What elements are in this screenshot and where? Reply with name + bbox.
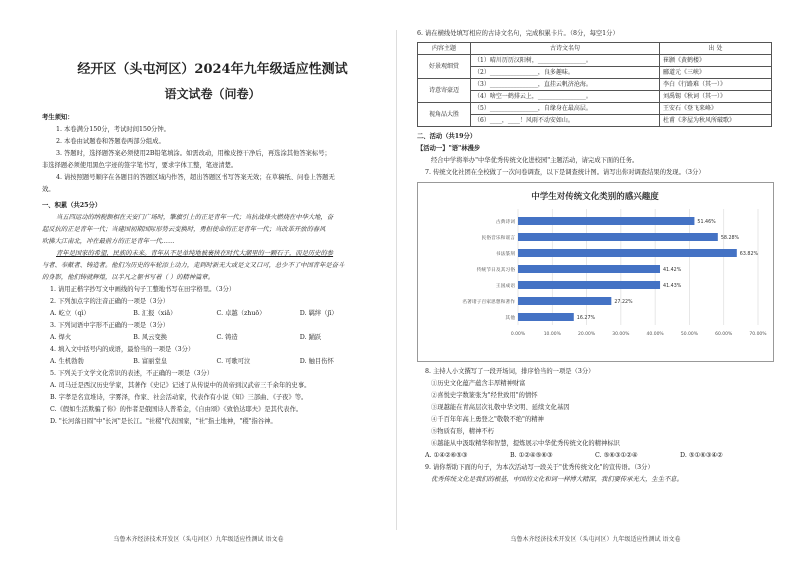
bar	[518, 217, 694, 225]
question-4: 4. 填入文中括号内的成语，最恰当的一项是（3分）	[50, 346, 195, 353]
passage-line-6: 的身影，他们铸就辉煌，以半凡之躯书写着（ ）的精神篇章。	[42, 274, 215, 281]
x-tick-label: 20.00%	[577, 332, 596, 337]
x-tick-label: 0.00%	[510, 332, 526, 337]
theme-cell: 诗意寄豪迈	[418, 79, 471, 103]
poem-table	[417, 42, 772, 127]
line-cell[interactable]: （3）________________，直挂云帆济沧海。	[471, 79, 660, 91]
question-8: 8. 主持人小文撰写了一段开场词，排序恰当的一项是（3分）	[425, 368, 595, 375]
survey-chart	[417, 182, 774, 362]
option-b[interactable]: B. 汇报（xiǎ）	[133, 310, 177, 317]
line-cell[interactable]: （1）晴川历历汉阳树，________________。	[471, 55, 660, 67]
data-label: 27.22%	[614, 300, 633, 305]
category-label: 王国成语	[495, 284, 515, 289]
theme-cell: 好景观细赏	[418, 55, 471, 79]
notice-3: 3. 答题时，选择题答案必须使用2B铅笔填涂。如需改动，用橡皮擦干净后，再选涂其他答案标号；	[56, 150, 331, 157]
right-footer: 乌鲁木齐经济技术开发区（头屯河区）九年级适应性测试 语文卷	[510, 536, 681, 543]
q8-item-3: ③现越能在青高层次礼敬中华文明、延续文化基因	[431, 404, 570, 411]
question-6: 6. 请在横线处填写相应的古诗文名句，完成积累卡片。（8分，每空1分）	[417, 30, 619, 37]
question-4-options	[42, 356, 383, 368]
bar	[518, 281, 660, 289]
option-c[interactable]: C. 铸造	[216, 334, 238, 341]
table-row	[418, 115, 772, 127]
bar-chart-svg	[418, 183, 773, 361]
question-3-options	[42, 332, 383, 344]
line-cell[interactable]: （6）____，____！风雨不动安如山。	[471, 115, 660, 127]
category-label: 古典诗词	[495, 220, 515, 225]
notice-2: 2. 本卷由试题卷和答题卷两部分组成。	[56, 138, 165, 145]
source-cell: 郦道元《三峡》	[660, 67, 772, 79]
table-row	[418, 103, 772, 115]
passage-line-5: 与者、奉献者、铸造者。他们为历史的车轮添上动力，走到时新无大或是文又口可，总少不了中国青年是奋斗	[42, 262, 345, 269]
category-label: 名著诸子百家思想和著作	[462, 300, 515, 305]
option-b[interactable]: B. ①②④⑤⑥③	[510, 452, 553, 459]
option-c[interactable]: C. 卓越（zhuō）	[216, 310, 266, 317]
notice-4b: 效。	[42, 186, 55, 193]
option-b[interactable]: B. 富丽堂皇	[133, 358, 168, 365]
question-5: 5. 下列关于文学文化常识的表述，不正确的一项是（3分）	[50, 370, 214, 377]
table-header: 古诗文名句	[471, 43, 660, 55]
data-label: 58.28%	[720, 236, 740, 241]
underlined-sentence: 青年是国家的希望，民族的未来。青年从不是单纯地被裹挟在时代大潮里的一颗石子，而是历史的参	[56, 250, 334, 257]
category-label: 其他	[505, 316, 515, 321]
section-1-heading: 一、积累（共25分）	[42, 202, 102, 209]
source-cell: 杜甫《茅屋为秋风所破歌》	[660, 115, 772, 127]
passage-line-1: 当五四运动的纳税额相在天安门广场时，擎旗引上的正是青年一代；当抗战烽火燃烧在中华大地，奋	[56, 214, 334, 221]
option-d[interactable]: D. ⑤①⑥③④②	[680, 452, 723, 459]
option-c[interactable]: C. 可歌可泣	[216, 358, 251, 365]
source-cell: 崔颢《黄鹤楼》	[660, 55, 772, 67]
question-7: 7. 传统文化社团在全校做了一次问卷调查，以下是调查统计图。请写出你对调查结果的发现。（3分）	[425, 169, 705, 176]
passage-line-4	[42, 248, 383, 260]
x-tick-label: 10.00%	[543, 332, 561, 337]
bar	[518, 233, 718, 241]
exam-title: 经开区（头屯河区）2024年九年级适应性测试	[77, 62, 348, 77]
option-a[interactable]: A. 屹立（qì）	[50, 310, 90, 317]
x-tick-label: 40.00%	[646, 332, 664, 337]
question-2-options	[42, 308, 383, 320]
table-row	[418, 91, 772, 103]
q9-desc: 优秀传统文化是我们的根基，中国的文化和词一样博大精深，我们要传承光大，生生不息。	[431, 476, 683, 483]
q8-item-5: ⑤物质有形，精神不朽	[431, 428, 494, 435]
data-label: 51.46%	[697, 220, 716, 225]
q8-item-4: ④千百年年高上勇登之"敬敬不绝"的精神	[431, 416, 544, 423]
q5-option-c[interactable]: C.《假如生活欺骗了你》的作者是俄国诗人普希金，《自由颂》《致恰达耶夫》是其代表作。	[50, 406, 303, 413]
table-header: 内容主题	[418, 43, 471, 55]
question-9: 9. 请你帮助下面的句子，为本次活动写一段关于"优秀传统文化"的宣传语。（3分）	[425, 464, 654, 471]
notice-1: 1. 本卷满分150分，考试时间150分钟。	[56, 126, 170, 133]
q5-option-d[interactable]: D. "长河落日圆"中"长河"是长江。"社稷"代表国家，"社"指土地神，"稷"指谷神。	[50, 418, 277, 425]
source-cell: 李白《行路难（其一）》	[660, 79, 772, 91]
bar	[518, 249, 737, 257]
table-header: 出 处	[660, 43, 772, 55]
notice-4: 4. 请按照题号顺序在各题目的答题区域内作答，超出答题区书写答案无效；在草稿纸、问卷上答题无	[56, 174, 335, 181]
activity-1-desc: 经合中学将举办"中华优秀传统文化进校园"主题活动，请完成下面的任务。	[431, 157, 639, 164]
option-a[interactable]: A. 生机勃勃	[50, 358, 84, 365]
x-tick-label: 70.00%	[749, 332, 767, 337]
source-cell: 刘禹锡《秋词（其一）》	[660, 91, 772, 103]
left-footer: 乌鲁木齐经济技术开发区（头屯河区）九年级适应性测试 语文卷	[113, 536, 284, 543]
q5-option-a[interactable]: A. 司马迁是西汉历史学家，其著作《史记》记述了从传说中的黄帝到汉武帝三千余年的史事。	[50, 382, 311, 389]
table-row	[418, 55, 772, 67]
line-cell[interactable]: （4）啥空一鹤排云上，________________。	[471, 91, 660, 103]
option-a[interactable]: A. 焊火	[50, 334, 72, 341]
option-d[interactable]: D. 踊跃	[299, 334, 322, 341]
bar	[518, 265, 660, 273]
source-cell: 王安石《登飞来峰》	[660, 103, 772, 115]
activity-1-heading: 【活动一】"语"林漫步	[417, 145, 481, 152]
notice-heading: 考生须知：	[42, 114, 74, 121]
q8-item-1: ①历史文化蕴产蕴含丰厚精神财富	[431, 380, 526, 387]
option-d[interactable]: D. 羁绊（jī）	[299, 310, 338, 317]
data-label: 41.43%	[663, 284, 682, 289]
option-a[interactable]: A. ①④②⑥⑤③	[425, 452, 468, 459]
bar	[518, 313, 574, 321]
notice-3b: 非选择题必须使用黑色字迹的签字笔书写，要求字体工整，笔迹清楚。	[42, 162, 238, 169]
table-row	[418, 79, 772, 91]
option-c[interactable]: C. ⑤⑥③①②④	[595, 452, 638, 459]
option-d[interactable]: D. 触目伤怀	[299, 358, 334, 365]
category-label: 传统节日及其习俗	[476, 268, 515, 273]
question-8-options	[417, 450, 772, 462]
x-tick-label: 30.00%	[612, 332, 630, 337]
q8-item-2: ②喜悦史字数篆张为"经世致用"的情怀	[431, 392, 538, 399]
line-cell[interactable]: （2）________________，良多趣味。	[471, 67, 660, 79]
bar	[518, 297, 611, 305]
section-2-heading: 二、活动（共19分）	[417, 133, 477, 140]
category-label: 书法篆刻	[495, 252, 515, 257]
line-cell[interactable]: （5）________________，自缘身在最高层。	[471, 103, 660, 115]
question-3: 3. 下列词语中字形不正确的一项是（3分）	[50, 322, 170, 329]
x-tick-label: 50.00%	[680, 332, 699, 337]
passage-line-3: 吹拂大江南北，冲在最前方的正是青年一代……	[42, 238, 175, 245]
theme-cell: 视角品大胜	[418, 103, 471, 127]
data-label: 63.82%	[739, 252, 759, 257]
x-tick-label: 60.00%	[715, 332, 733, 337]
q8-item-6: ⑥越能从中汲取精华和智慧，提炼展示中华优秀传统文化的精神标识	[431, 440, 620, 447]
right-page	[397, 0, 794, 561]
data-label: 41.42%	[663, 268, 682, 273]
q5-option-b[interactable]: B. 字孝是名宣堆诗，字雾泽，作家、社会活动家，代表作有小说《知》三部曲、《子夜》等。	[50, 394, 308, 401]
option-b[interactable]: B. 风云变换	[133, 334, 168, 341]
exam-subtitle: 语文试卷（问卷）	[164, 87, 261, 101]
chart-title: 中学生对传统文化类别的感兴趣度	[531, 192, 659, 202]
question-1: 1. 请用正楷字抄写文中画线的句子工整地书写在田字格里。（3分）	[50, 286, 236, 293]
table-row	[418, 67, 772, 79]
data-label: 16.27%	[576, 316, 596, 321]
category-label: 民俗音乐和谣言	[481, 236, 515, 241]
table-header-row	[418, 43, 772, 55]
passage-line-2: 起反抗的正是青年一代；当建国初期国际形势云变换时，勇担使命的正是青年一代；当改革开放的春风	[42, 226, 326, 233]
question-2: 2. 下列加点字的注音正确的一项是（3分）	[50, 298, 170, 305]
